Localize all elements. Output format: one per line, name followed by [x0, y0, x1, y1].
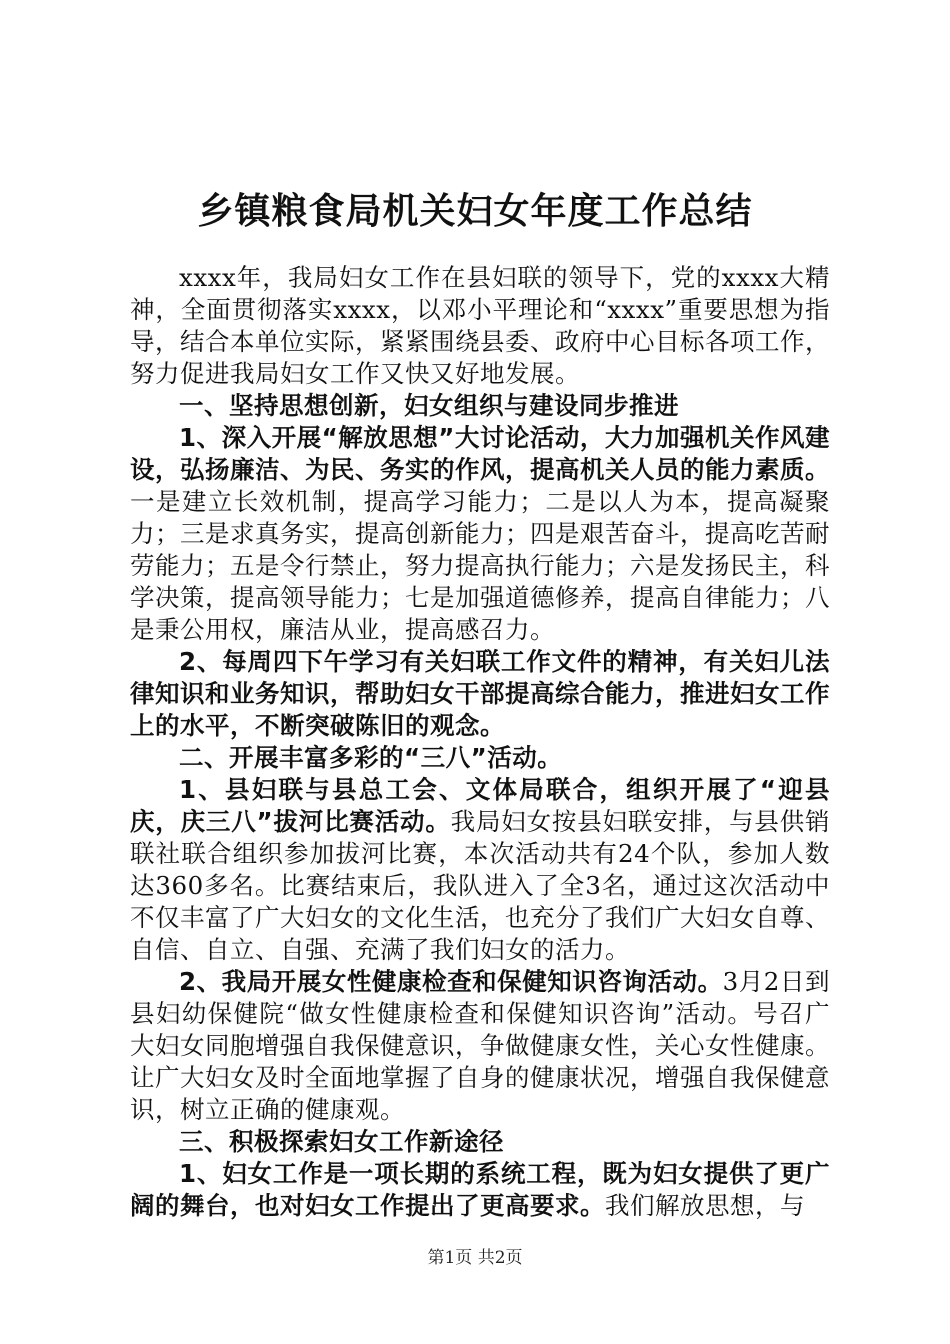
section-heading: 一、坚持思想创新，妇女组织与建设同步推进 [179, 391, 679, 420]
paragraph: 1、深入开展“解放思想”大讨论活动，大力加强机关作风建设，弘扬廉洁、为民、务实的作风，提高机关人员的能力素质。一是建立长效机制，提高学习能力；二是以人为本，提高凝聚力；三是求真务实，提高创新能力；四是艰苦奋斗，提高吃苦耐劳能力；五是令行禁止，努力提高执行能力；六是发扬民主，科学决策，提高领导能力；七是加强道德修养，提高自律能力；八是秉公用权，廉洁从业，提高感召力。 [130, 423, 830, 644]
section-heading: 二、开展丰富多彩的“三八”活动。 [179, 743, 563, 772]
document-body [130, 262, 830, 1222]
section-heading: 三、积极探索妇女工作新途径 [179, 1127, 504, 1156]
paragraph: xxxx年，我局妇女工作在县妇联的领导下，党的xxxx大精神，全面贯彻落实xxxx，以邓小平理论和“xxxx”重要思想为指导，结合本单位实际，紧紧围绕县委、政府中心目标各项工作，努力促进我局妇女工作又快又好地发展。 [130, 263, 830, 388]
paragraph: 1、妇女工作是一项长期的系统工程，既为妇女提供了更广阔的舞台，也对妇女工作提出了更高要求。我们解放思想，与 [130, 1159, 830, 1220]
paragraph: 2、每周四下午学习有关妇联工作文件的精神，有关妇儿法律知识和业务知识，帮助妇女干部提高综合能力，推进妇女工作上的水平，不断突破陈旧的观念。 [130, 647, 830, 740]
paragraph: 1、县妇联与县总工会、文体局联合，组织开展了“迎县庆，庆三八”拔河比赛活动。我局妇女按县妇联安排，与县供销联社联合组织参加拔河比赛，本次活动共有24个队，参加人数达360多名。比赛结束后，我队进入了全3名，通过这次活动中不仅丰富了广大妇女的文化生活，也充分了我们广大妇女自尊、自信、自立、自强、充满了我们妇女的活力。 [130, 775, 831, 964]
document-title: 乡镇粮食局机关妇女年度工作总结 [197, 191, 753, 232]
page-footer: 第1页 共2页 [427, 1248, 523, 1268]
paragraph: 2、我局开展女性健康检查和保健知识咨询活动。3月2日到县妇幼保健院“做女性健康检查和保健知识咨询”活动。号召广大妇女同胞增强自我保健意识，争做健康女性，关心女性健康。让广大妇女及时全面地掌握了自身的健康状况，增强自我保健意识，树立正确的健康观。 [130, 967, 830, 1124]
